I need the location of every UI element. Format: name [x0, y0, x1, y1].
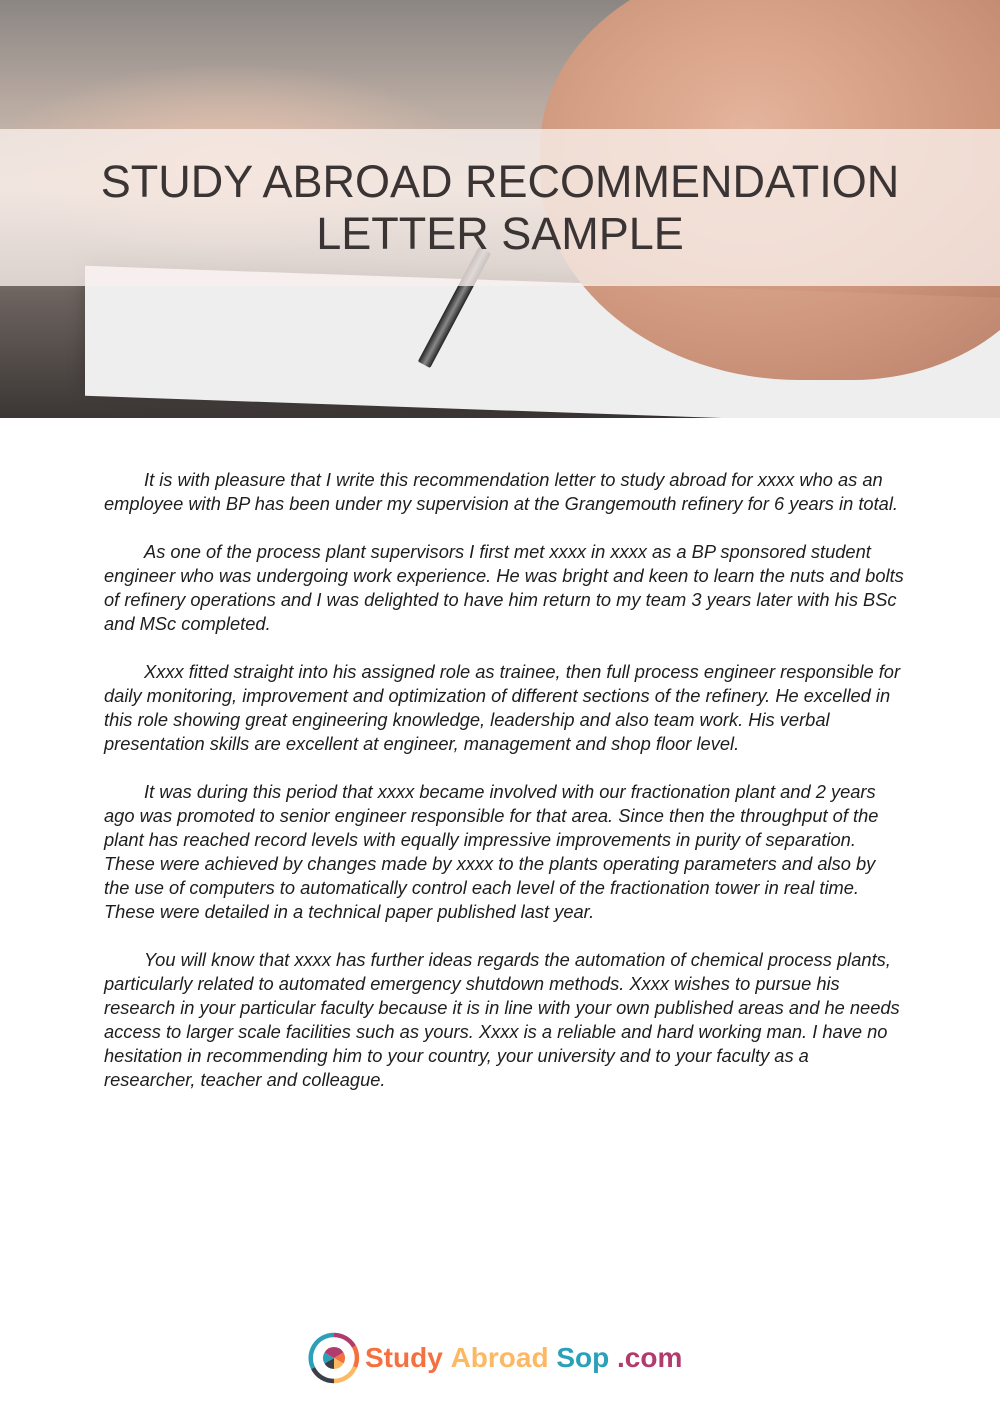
pie-chart-ring-icon	[308, 1332, 360, 1384]
title-line-1: STUDY ABROAD RECOMMENDATION	[100, 156, 900, 207]
brand-dotcom: .com	[617, 1342, 683, 1373]
header-banner	[0, 0, 1000, 418]
brand-study: Study	[365, 1342, 443, 1373]
letter-body	[104, 468, 904, 1116]
brand-sop: Sop	[556, 1342, 610, 1373]
page-title	[0, 156, 1000, 260]
paragraph-5: You will know that xxxx has further ideas regards the automation of chemical process plants, particularly related to automated emergency shutdown methods. Xxxx wishes to pursue his research in your particular faculty because it is in line with your own published areas and he needs access to larger scale facilities such as yours. Xxxx is a reliable and hard working man. I have no hesitation in recommending him to your country, your university and to your faculty as a researcher, teacher and colleague.	[104, 949, 900, 1090]
paragraph-1: It is with pleasure that I write this recommendation letter to study abroad for xxxx who as an employee with BP has been under my supervision at the Grangemouth refinery for 6 years in total.	[104, 469, 898, 514]
brand-abroad: Abroad	[450, 1342, 549, 1373]
title-line-2: LETTER SAMPLE	[316, 208, 684, 259]
paragraph-4: It was during this period that xxxx became involved with our fractionation plant and 2 years ago was promoted to senior engineer responsible for that area. Since then the throughput of the plant has reached record levels with equally impressive improvements in purity of separation. These were achieved by changes made by xxxx to the plants operating parameters and also by the use of computers to automatically control each level of the fractionation tower in real time. These were detailed in a technical paper published last year.	[104, 781, 879, 922]
brand-logo[interactable]	[308, 1331, 682, 1385]
paragraph-3: Xxxx fitted straight into his assigned role as trainee, then full process engineer responsible for daily monitoring, improvement and optimization of different sections of the refinery. He excelled in this role showing great engineering knowledge, leadership and also team work. His verbal presentation skills are excellent at engineer, management and shop floor level.	[104, 661, 901, 754]
paragraph-2: As one of the process plant supervisors I first met xxxx in xxxx as a BP sponsored student engineer who was undergoing work experience. He was bright and keen to learn the nuts and bolts of refinery operations and I was delighted to have him return to my team 3 years later with his BSc and MSc completed.	[104, 541, 904, 634]
